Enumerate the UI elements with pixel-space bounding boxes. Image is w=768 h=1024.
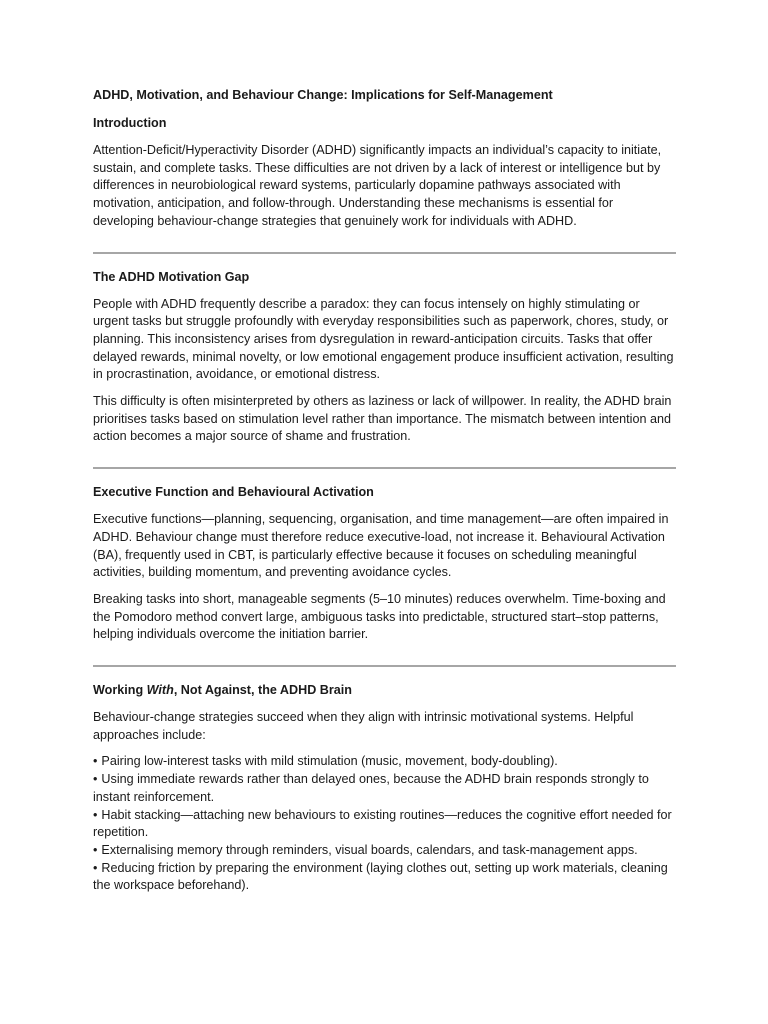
intro-paragraph: Attention-Deficit/Hyperactivity Disorder (ADHD) significantly impacts an individual’s capacity to initiate, sustain, and complete tasks. These difficulties are not driven by a lack of interest or intelligence but by differences in neurobiological reward systems, particularly dopamine pathways associated with motivation, anticipation, and follow-through. Understanding these mechanisms is essential for developing behaviour-change strategies that genuinely work for individuals with ADHD. (93, 143, 662, 228)
list-item-text: Reducing friction by preparing the environment (laying clothes out, setting up work materials, cleaning the workspace beforehand). (93, 860, 668, 893)
list-item (93, 860, 676, 895)
section-heading-introduction: Introduction (93, 116, 167, 130)
list-item-text: Habit stacking—attaching new behaviours to existing routines—reduces the cognitive effort needed for repetition. (93, 807, 672, 840)
bullet-icon: • (93, 807, 98, 822)
section-divider (93, 467, 676, 469)
approaches-list (93, 753, 676, 895)
list-item (93, 753, 676, 771)
section-divider (93, 665, 676, 667)
section-motivation-gap (93, 268, 676, 447)
bullet-icon: • (93, 754, 98, 769)
motivation-gap-paragraph-2: This difficulty is often misinterpreted by others as laziness or lack of willpower. In reality, the ADHD brain prioritises tasks based on stimulation level rather than importance. The mismatch between intention and action becomes a major source of shame and frustration. (93, 394, 672, 444)
section-heading-executive-function: Executive Function and Behavioural Activation (93, 485, 374, 500)
executive-function-paragraph-1: Executive functions—planning, sequencing, organisation, and time management—are often impaired in ADHD. Behaviour change must therefore reduce executive-load, not increase it. Behavioural Activation (BA), frequently used in CBT, is particularly effective because it focuses on scheduling meaningful activities, building momentum, and preventing avoidance cycles. (93, 512, 669, 580)
document-title: ADHD, Motivation, and Behaviour Change: Implications for Self-Management (93, 88, 553, 102)
section-heading-working-with-adhd-brain (93, 681, 676, 699)
heading-text-emphasis: With (146, 683, 174, 698)
heading-text-start: Working (93, 683, 147, 698)
heading-text-end: , Not Against, the ADHD Brain (173, 683, 352, 698)
motivation-gap-paragraph-1: People with ADHD frequently describe a paradox: they can focus intensely on highly stimulating or urgent tasks but struggle profoundly with everyday responsibilities such as paperwork, chores, study, or planning. This inconsistency arises from dysregulation in reward-anticipation circuits. Tasks that offer delayed rewards, minimal novelty, or low emotional engagement produce insufficient activation, resulting in procrastination, avoidance, or emotional distress. (93, 296, 674, 382)
list-item-text: Pairing low-interest tasks with mild stimulation (music, movement, body-doubling). (101, 754, 558, 769)
bullet-icon: • (93, 860, 98, 875)
list-item-text: Externalising memory through reminders, visual boards, calendars, and task-management apps. (101, 842, 638, 857)
working-with-paragraph: Behaviour-change strategies succeed when they align with intrinsic motivational systems. Helpful approaches include: (93, 710, 634, 742)
bullet-icon: • (93, 772, 98, 787)
list-item (93, 771, 676, 806)
section-heading-motivation-gap: The ADHD Motivation Gap (93, 269, 250, 284)
list-item (93, 842, 676, 860)
list-item-text: Using immediate rewards rather than delayed ones, because the ADHD brain responds strongly to instant reinforcement. (93, 772, 649, 804)
section-executive-function (93, 483, 676, 644)
section-divider (93, 252, 676, 254)
executive-function-paragraph-2: Breaking tasks into short, manageable segments (5–10 minutes) reduces overwhelm. Time-boxing and the Pomodoro method convert large, ambiguous tasks into predictable, structured start–stop patterns, helping individuals overcome the initiation barrier. (93, 591, 666, 642)
section-working-with-adhd-brain (93, 681, 676, 895)
section-introduction (93, 114, 676, 231)
list-item (93, 807, 676, 842)
bullet-icon: • (93, 842, 98, 857)
